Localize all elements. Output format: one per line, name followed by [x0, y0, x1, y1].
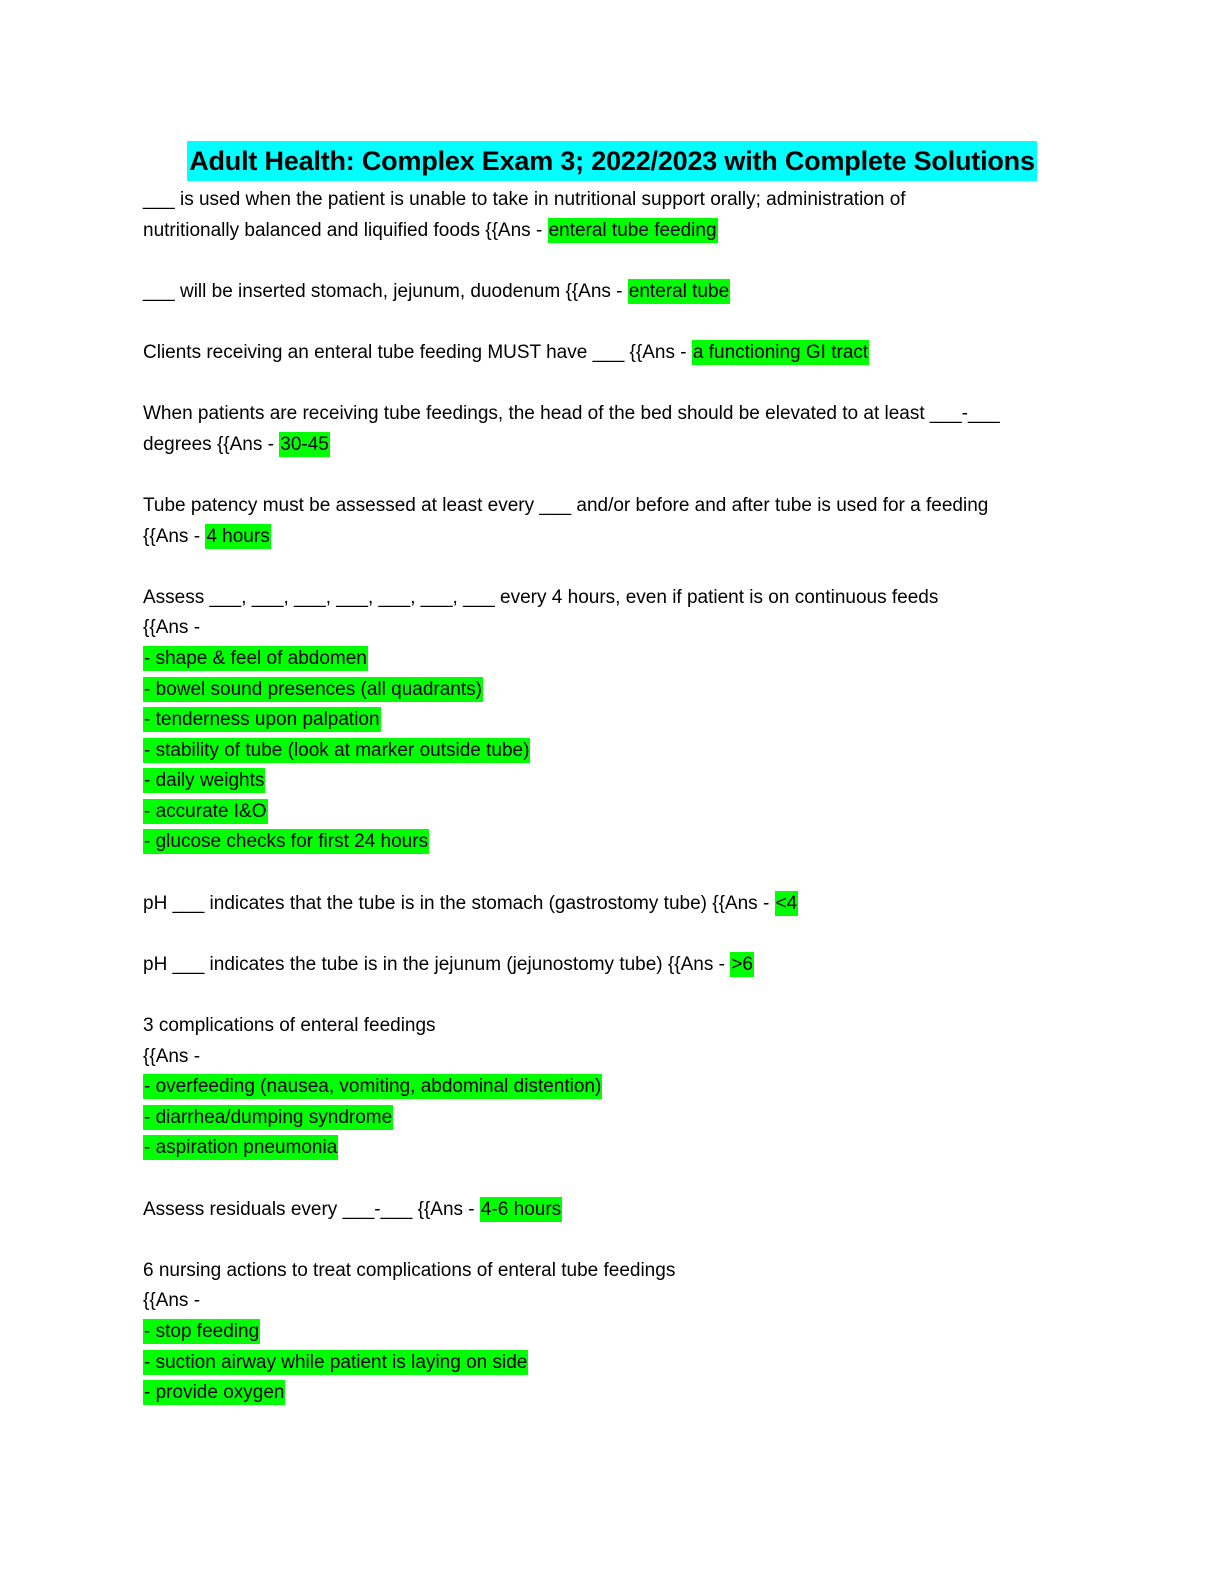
question-line: [143, 522, 1083, 553]
question-item: [143, 1195, 1083, 1226]
answer-list-item: [143, 644, 1083, 675]
answer-list-item: [143, 1072, 1083, 1103]
question-item: [143, 277, 1083, 308]
question-text: Clients receiving an enteral tube feeding MUST have ___ {{Ans -: [143, 341, 692, 363]
question-text: ___ is used when the patient is unable to take in nutritional support orally; administration of: [143, 189, 906, 210]
title-container: [0, 141, 1224, 181]
answer-highlight: 4 hours: [206, 525, 270, 547]
question-item: [143, 1256, 1083, 1409]
answer-list-item: [143, 1317, 1083, 1348]
answer-highlight: - tenderness upon palpation: [144, 709, 380, 731]
question-text: {{Ans -: [143, 617, 201, 639]
question-item: [143, 889, 1083, 920]
answer-highlight: - stability of tube (look at marker outside tube): [144, 739, 530, 761]
answer-list-item: [143, 705, 1083, 736]
question-line: [143, 950, 1083, 981]
question-line: [143, 216, 1083, 247]
answer-highlight: 4-6 hours: [480, 1198, 562, 1220]
question-text: 3 complications of enteral feedings: [143, 1015, 436, 1037]
answer-highlight: - provide oxygen: [144, 1382, 285, 1404]
question-list: [143, 185, 1083, 1439]
answer-highlight: 30-45: [280, 433, 329, 455]
answer-highlight: - suction airway while patient is laying on side: [144, 1351, 528, 1373]
question-text: 6 nursing actions to treat complications of enteral tube feedings: [143, 1259, 676, 1281]
answer-list-item: [143, 1133, 1083, 1164]
question-text: degrees {{Ans -: [143, 433, 280, 455]
question-text: {{Ans -: [143, 1045, 201, 1067]
answer-highlight: - shape & feel of abdomen: [144, 647, 367, 669]
answer-highlight: - overfeeding (nausea, vomiting, abdominal distention): [144, 1076, 602, 1098]
answer-highlight: a functioning GI tract: [692, 341, 869, 363]
answer-highlight: - stop feeding: [144, 1320, 260, 1342]
question-line: [143, 889, 1083, 920]
answer-list-item: [143, 736, 1083, 767]
question-line: [143, 277, 1083, 308]
question-text: Tube patency must be assessed at least every ___ and/or before and after tube is used for a feeding: [143, 494, 989, 516]
question-line: [143, 430, 1083, 461]
answer-highlight: enteral tube: [628, 280, 730, 302]
question-text: {{Ans -: [143, 525, 206, 547]
answer-list-item: [143, 797, 1083, 828]
answer-list-item: [143, 1103, 1083, 1134]
answer-highlight: - bowel sound presences (all quadrants): [144, 678, 482, 700]
question-item: [143, 950, 1083, 981]
question-item: [143, 185, 1083, 246]
answer-list-item: [143, 1348, 1083, 1379]
question-item: [143, 399, 1083, 460]
answer-list-item: [143, 675, 1083, 706]
document-title: Adult Health: Complex Exam 3; 2022/2023 with Complete Solutions: [187, 141, 1037, 181]
question-item: [143, 583, 1083, 858]
question-text: When patients are receiving tube feedings, the head of the bed should be elevated to at least ___-___: [143, 403, 1000, 425]
question-line: [143, 338, 1083, 369]
question-text: Assess ___, ___, ___, ___, ___, ___, ___ every 4 hours, even if patient is on continuous feeds: [143, 586, 939, 608]
answer-highlight: - daily weights: [144, 770, 265, 792]
question-item: [143, 491, 1083, 552]
answer-highlight: - glucose checks for first 24 hours: [144, 831, 429, 853]
answer-highlight: - diarrhea/dumping syndrome: [144, 1106, 393, 1128]
question-text: {{Ans -: [143, 1290, 201, 1312]
question-item: [143, 338, 1083, 369]
question-item: [143, 1011, 1083, 1164]
answer-highlight: - aspiration pneumonia: [144, 1137, 338, 1159]
question-text: ___ will be inserted stomach, jejunum, duodenum {{Ans -: [143, 280, 628, 302]
answer-list-item: [143, 1378, 1083, 1409]
answer-highlight: enteral tube feeding: [548, 219, 717, 241]
question-text: nutritionally balanced and liquified foods {{Ans -: [143, 219, 548, 241]
answer-highlight: <4: [775, 892, 798, 914]
answer-list-item: [143, 827, 1083, 858]
question-text: Assess residuals every ___-___ {{Ans -: [143, 1198, 480, 1220]
answer-list-item: [143, 766, 1083, 797]
question-text: pH ___ indicates that the tube is in the stomach (gastrostomy tube) {{Ans -: [143, 892, 775, 914]
question-text: pH ___ indicates the tube is in the jejunum (jejunostomy tube) {{Ans -: [143, 953, 731, 975]
question-line: [143, 1195, 1083, 1226]
answer-highlight: >6: [731, 953, 753, 975]
answer-highlight: - accurate I&O: [144, 800, 267, 822]
